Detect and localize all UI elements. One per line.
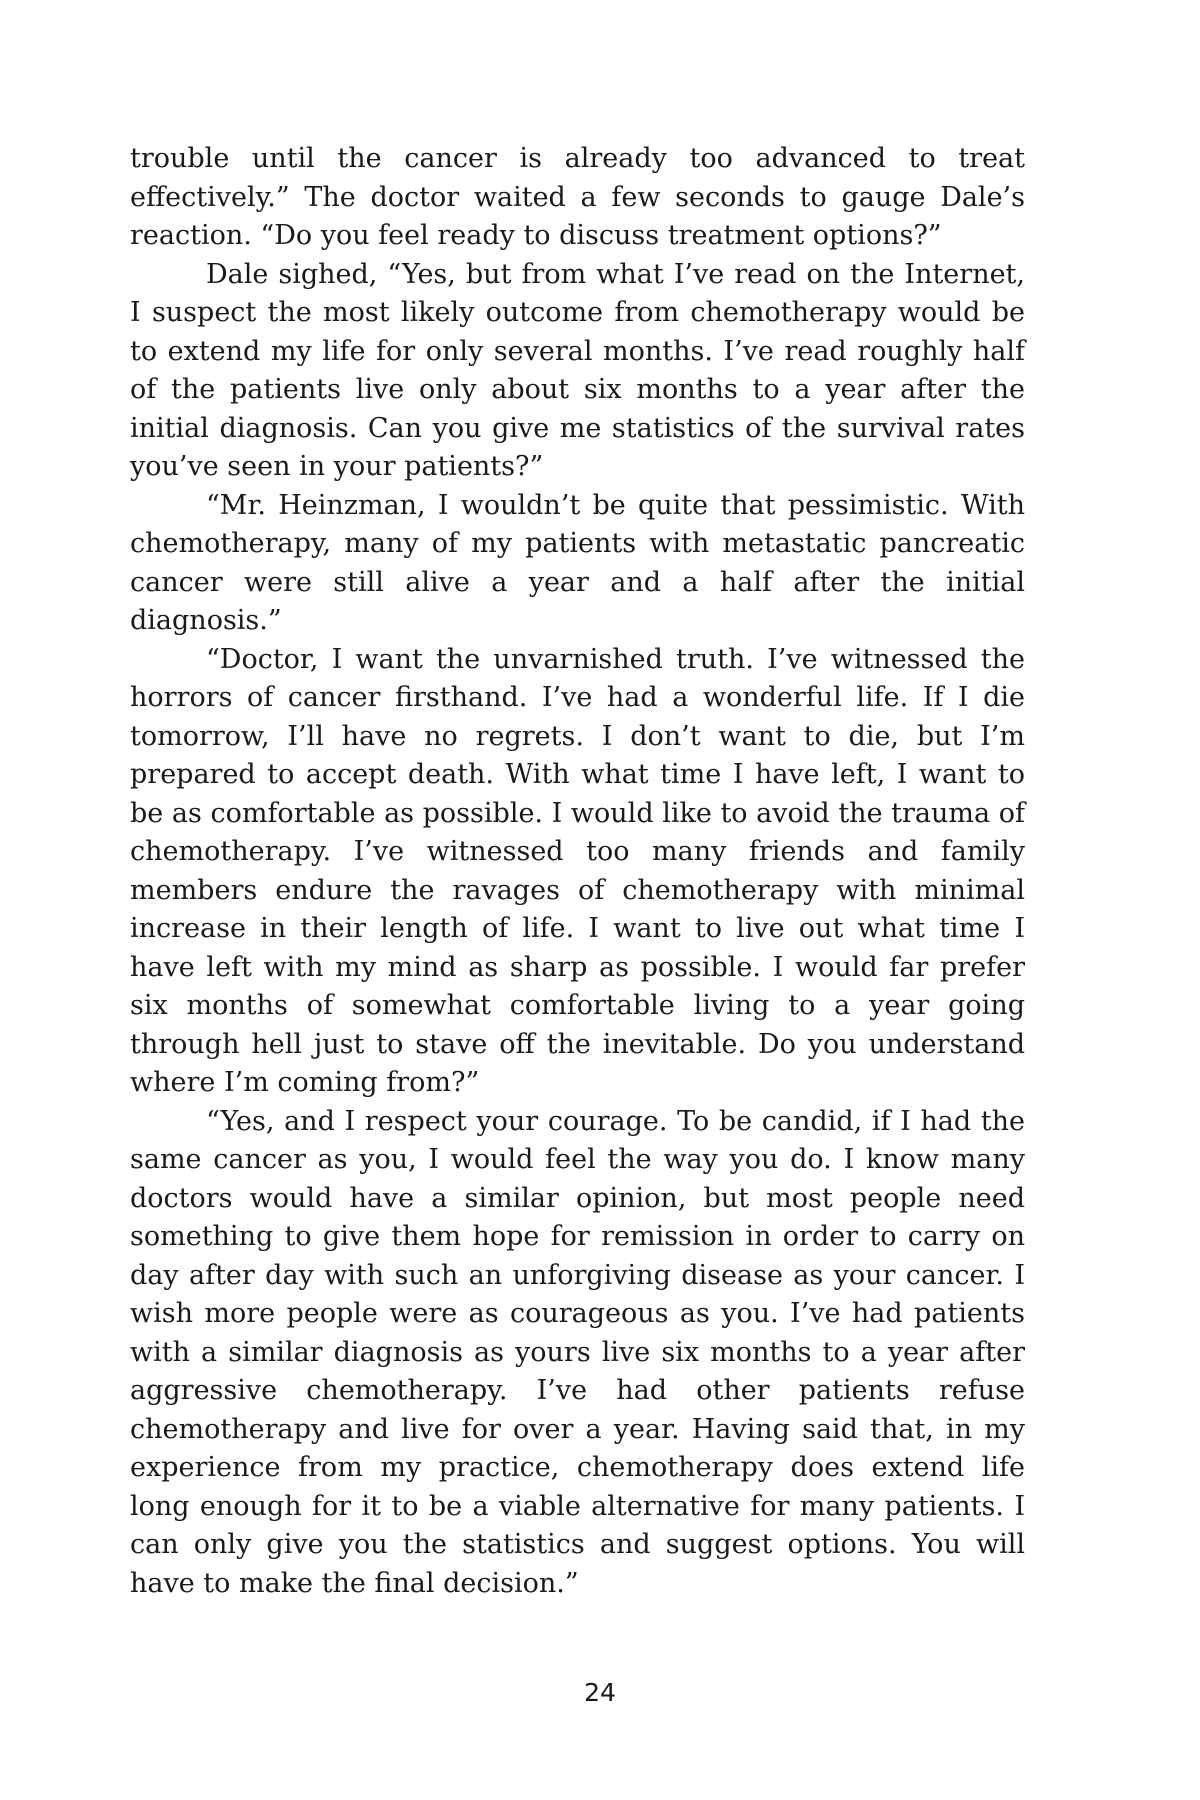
paragraph: “Mr. Heinzman, I wouldn’t be quite that pessimistic. With chemotherapy, many of my patients with metastatic pancreatic cancer were still alive a year and a half after the initial diagnosis.”: [130, 489, 1025, 636]
page-number: 24: [584, 1678, 616, 1707]
paragraph-continuation: trouble until the cancer is already too advanced to treat effectively.” The doctor waited a few seconds to gauge Dale’s reaction. “Do you feel ready to discuss treatment options?”: [130, 143, 1025, 251]
paragraph: “Yes, and I respect your courage. To be candid, if I had the same cancer as you, I would feel the way you do. I know many doctors would have a similar opinion, but most people need something to give them hope for remission in order to carry on day after day with such an unforgiving disease as your cancer. I wish more people were as courageous as you. I’ve had patients with a similar diagnosis as yours live six months to a year after aggressive chemotherapy. I’ve had other patients refuse chemotherapy and live for over a year. Having said that, in my experience from my practice, chemotherapy does extend life long enough for it to be a viable alternative for many patients. I can only give you the statistics and suggest options. You will have to make the final decision.”: [130, 1105, 1025, 1599]
body-text: [130, 140, 1025, 1603]
paragraph: “Doctor, I want the unvarnished truth. I’ve witnessed the horrors of cancer firsthand. I’ve had a wonderful life. If I die tomorrow, I’ll have no regrets. I don’t want to die, but I’m prepared to accept death. With what time I have left, I want to be as comfortable as possible. I would like to avoid the trauma of chemotherapy. I’ve witnessed too many friends and family members endure the ravages of chemotherapy with minimal increase in their length of life. I want to live out what time I have left with my mind as sharp as possible. I would far prefer six months of somewhat comfortable living to a year going through hell just to stave off the inevitable. Do you understand where I’m coming from?”: [130, 643, 1025, 1098]
paragraph: Dale sighed, “Yes, but from what I’ve read on the Internet, I suspect the most likely outcome from chemotherapy would be to extend my life for only several months. I’ve read roughly half of the patients live only about six months to a year after the initial diagnosis. Can you give me statistics of the survival rates you’ve seen in your patients?”: [130, 258, 1025, 482]
